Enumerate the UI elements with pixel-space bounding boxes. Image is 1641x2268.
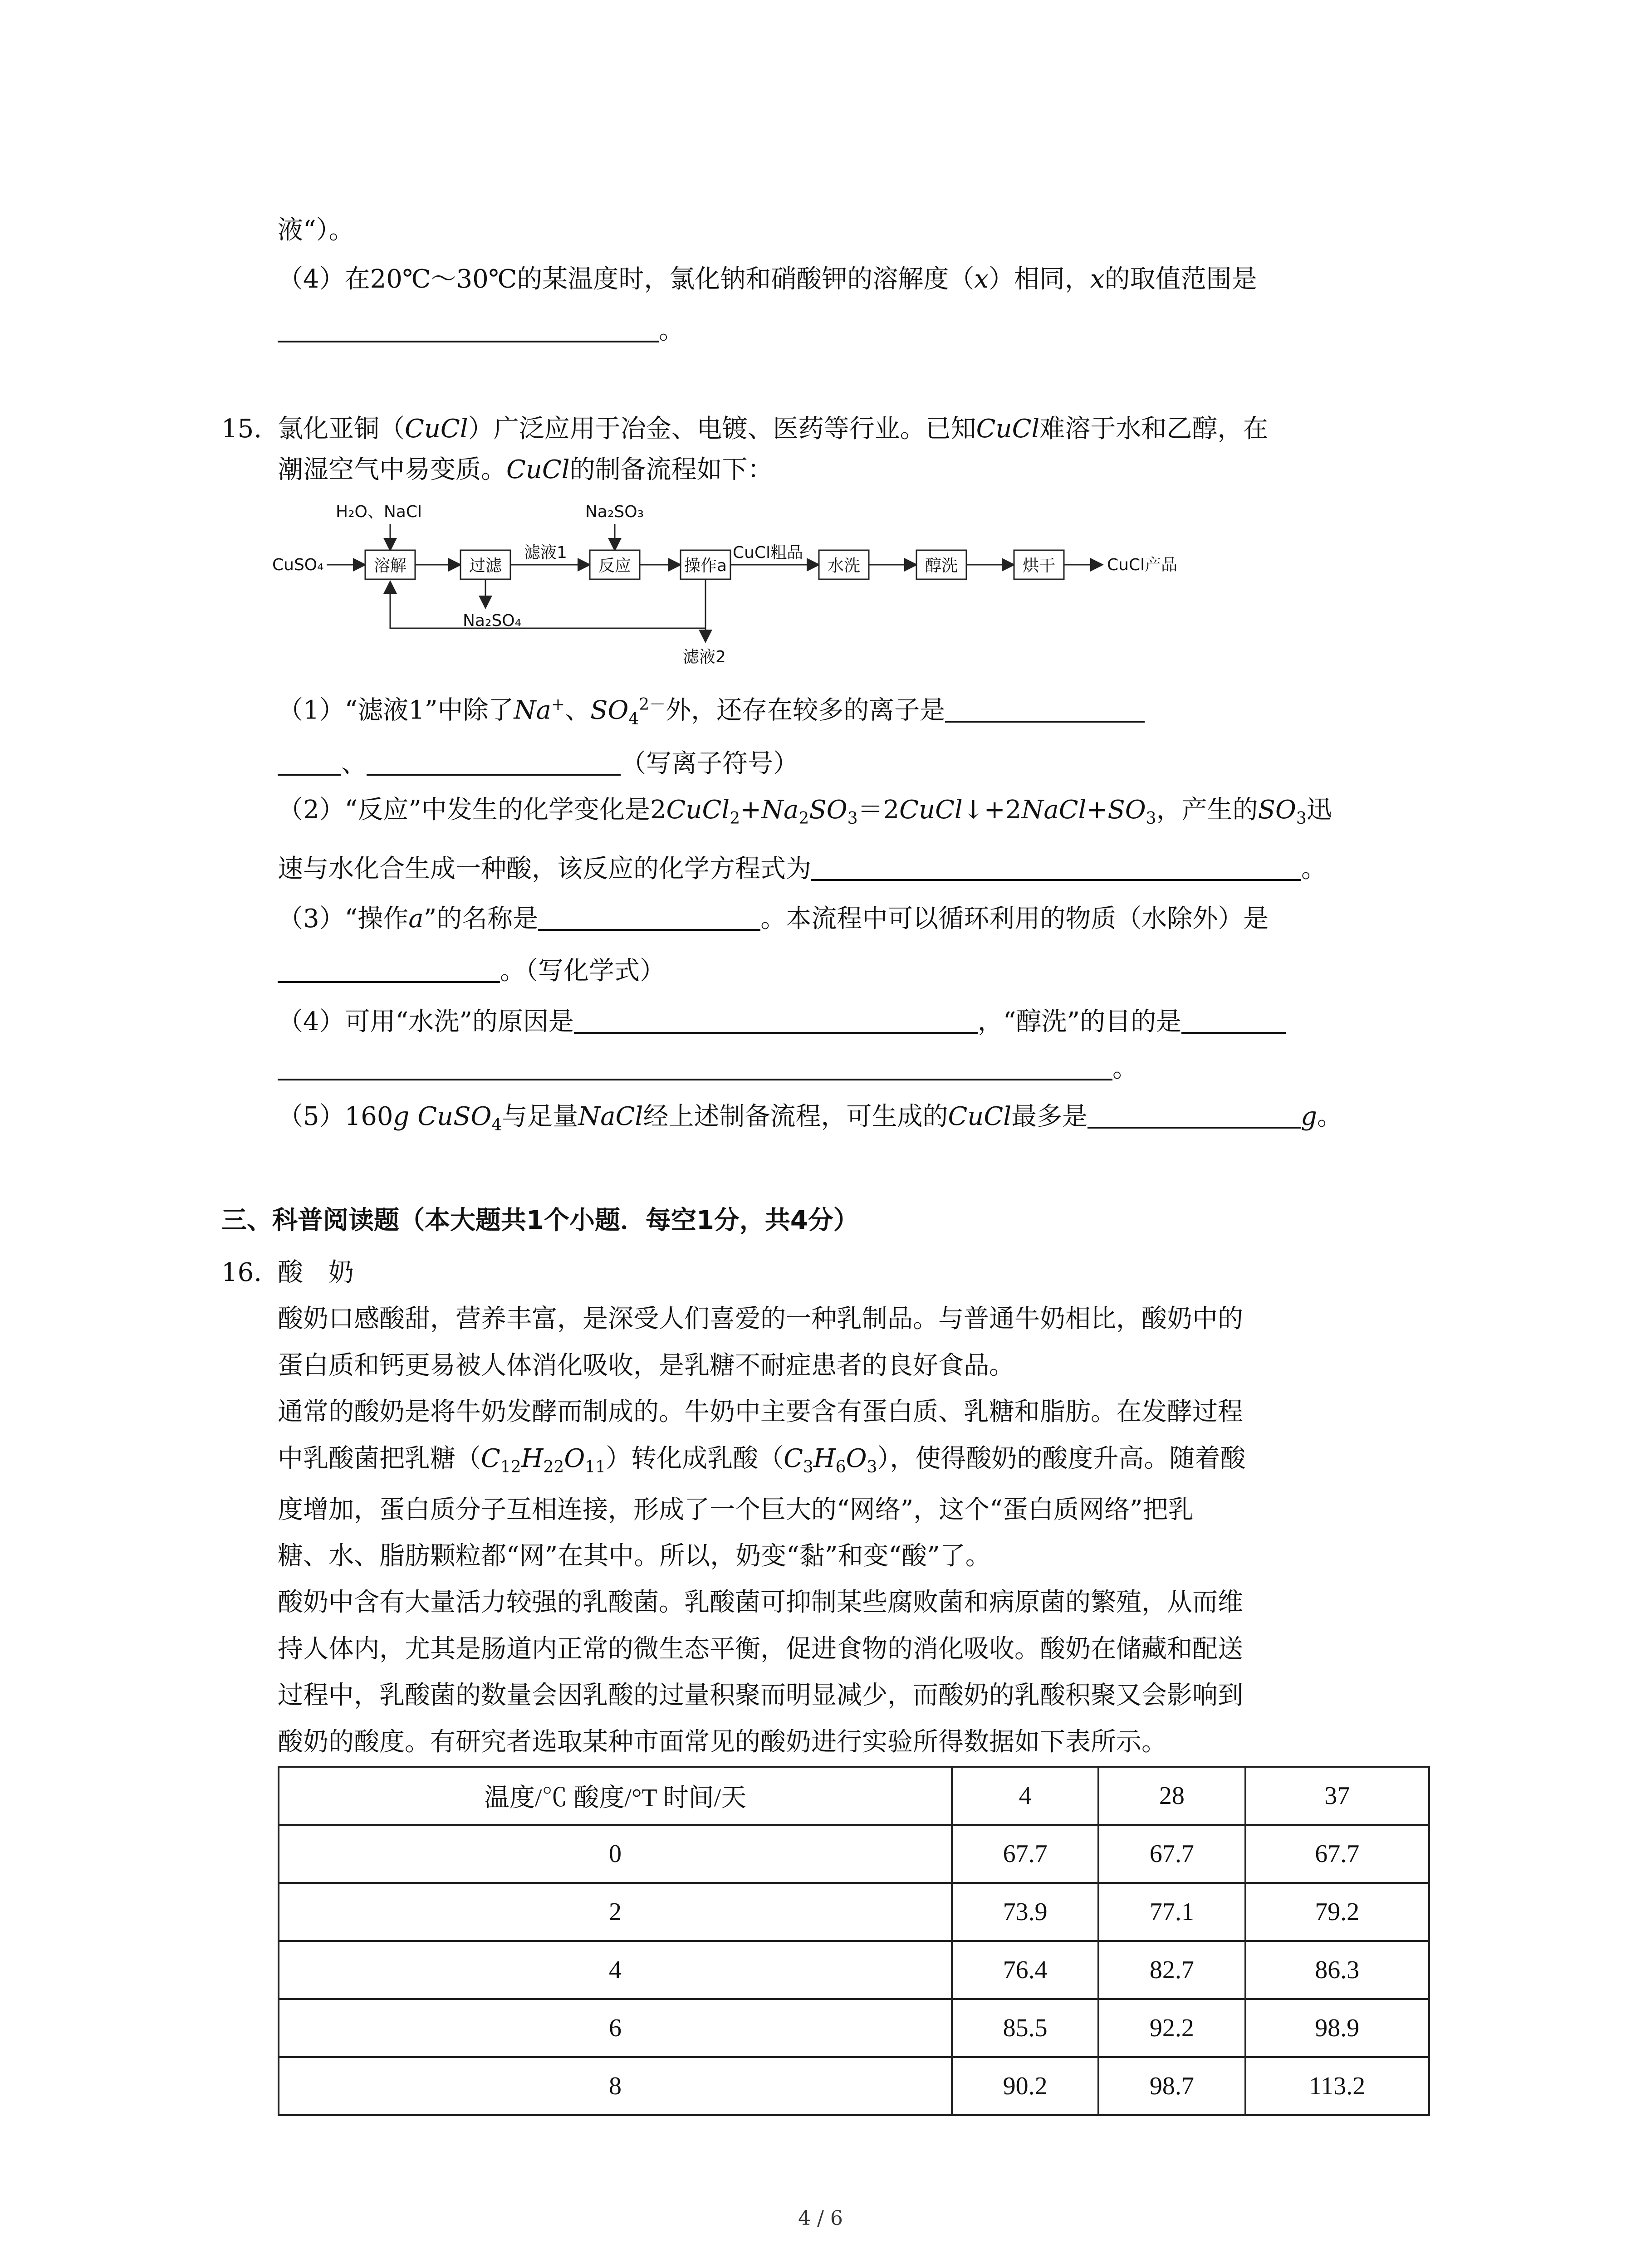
table-header-temp: 37 — [1245, 1767, 1429, 1825]
q14-part4-answer: 。 — [278, 314, 684, 347]
q16-para-line: 过程中，乳酸菌的数量会因乳酸的过量积聚而明显减少，而酸奶的乳酸积聚又会影响到 — [278, 1681, 1243, 1710]
table-cell-day: 8 — [279, 2057, 952, 2115]
q15-number: 15. — [221, 414, 262, 444]
flow-label-water-wash: 水洗 — [827, 557, 861, 575]
q15-part1-cont: 、 （写离子符号） — [278, 748, 798, 780]
section3-title: 三、科普阅读题（本大题共1个小题．每空1分，共4分） — [221, 1206, 859, 1235]
answer-blank[interactable] — [278, 1053, 1112, 1080]
q15-part5: （5）160g CuSO$_4$与足量NaCl经上述制备流程，可生成的CuCl最多是 g。 — [278, 1102, 1342, 1135]
table-row — [279, 2057, 1429, 2115]
table-cell: 67.7 — [952, 1825, 1098, 1883]
table-cell: 76.4 — [952, 1941, 1098, 1999]
answer-blank[interactable] — [945, 695, 1145, 723]
q16-para-line: 酸奶中含有大量活力较强的乳酸菌。乳酸菌可抑制某些腐败菌和病原菌的繁殖，从而维 — [278, 1588, 1243, 1617]
answer-blank[interactable] — [811, 854, 1301, 881]
table-header-temp: 4 — [952, 1767, 1098, 1825]
flow-reagent-h2o-nacl: H₂O、NaCl — [336, 503, 422, 521]
table-cell: 85.5 — [952, 1999, 1098, 2057]
q16-para-line: 中乳酸菌把乳糖$(C_{12}H_{22}O_{11})$转化成乳酸$(C_3H_6O_3)$，使得酸奶的酸度升高。随着酸 — [278, 1444, 1246, 1477]
flow-label-alcohol-wash: 醇洗 — [925, 557, 958, 575]
q14-continuation — [278, 214, 354, 247]
q14-cont-text: 液“）。 — [278, 215, 354, 245]
table-header-row — [279, 1767, 1429, 1825]
flow-label-dry: 烘干 — [1022, 557, 1056, 575]
table-cell-day: 4 — [279, 1941, 952, 1999]
q15-part4: （4）可用“水洗”的原因是 ，“醇洗”的目的是 — [278, 1006, 1286, 1038]
flow-label-filtrate1: 滤液1 — [524, 543, 567, 562]
flow-label-operation-a: 操作a — [684, 557, 727, 575]
answer-blank[interactable] — [1181, 1007, 1286, 1034]
flow-start-cuso4: CuSO₄ — [272, 556, 324, 574]
answer-blank[interactable] — [574, 1007, 978, 1034]
q15-part3: （3）“操作a”的名称是 。本流程中可以循环利用的物质（水除外）是 — [278, 904, 1269, 934]
flow-label-filter: 过滤 — [469, 557, 502, 575]
table-cell: 79.2 — [1245, 1883, 1429, 1941]
page-number: 4 / 6 — [798, 2207, 843, 2230]
answer-blank[interactable] — [1087, 1101, 1301, 1129]
flow-label-react: 反应 — [598, 557, 632, 575]
q16-para-line: 酸奶口感酸甜，营养丰富，是深受人们喜爱的一种乳制品。与普通牛奶相比，酸奶中的 — [278, 1304, 1243, 1334]
table-cell-day: 2 — [279, 1883, 952, 1941]
table-cell: 67.7 — [1245, 1825, 1429, 1883]
answer-blank[interactable] — [278, 956, 500, 983]
table-cell: 98.7 — [1098, 2057, 1245, 2115]
q15-part2-cont: 速与水化合生成一种酸，该反应的化学方程式为 。 — [278, 854, 1327, 884]
table-row — [279, 1825, 1429, 1883]
answer-blank[interactable] — [278, 315, 659, 342]
table-cell: 98.9 — [1245, 1999, 1429, 2057]
q15-part1: （1）“滤液1”中除了Na+、$SO_4^{2-}$外，还存在较多的离子是 — [278, 689, 1145, 736]
table-cell-day: 0 — [279, 1825, 952, 1883]
table-cell: 73.9 — [952, 1883, 1098, 1941]
table-cell: 67.7 — [1098, 1825, 1245, 1883]
q14-part4: （4）在20℃～30℃的某温度时，氯化钠和硝酸钾的溶解度（x）相同，x的取值范围是 — [278, 264, 1257, 294]
flow-label-na2so4: Na₂SO₄ — [463, 611, 522, 630]
answer-blank[interactable] — [538, 904, 760, 931]
q15-part2: （2）“反应”中发生的化学变化是$2CuCl_2+Na_2SO_3=2CuCl↓+2NaCl+SO_3$，产生的$SO_3$迅 — [278, 795, 1332, 828]
yogurt-acidity-table — [278, 1766, 1430, 2116]
table-cell: 90.2 — [952, 2057, 1098, 2115]
q16-title: 酸 奶 — [278, 1258, 354, 1287]
q15-part3-cont: 。（写化学式） — [278, 955, 665, 987]
answer-blank[interactable] — [367, 748, 621, 776]
q15-intro-line1: 氯化亚铜（CuCl）广泛应用于冶金、电镀、医药等行业。已知CuCl难溶于水和乙醇，在 — [278, 414, 1269, 444]
answer-blank[interactable] — [278, 748, 341, 776]
table-cell: 77.1 — [1098, 1883, 1245, 1941]
flow-label-dissolve: 溶解 — [373, 557, 407, 575]
flow-reagent-na2so3: Na₂SO₃ — [585, 503, 644, 521]
q15-intro-line2: 潮湿空气中易变质。CuCl的制备流程如下： — [278, 455, 773, 484]
q15-part4-cont: 。 — [278, 1052, 1138, 1085]
q16-para-line: 蛋白质和钙更易被人体消化吸收，是乳糖不耐症患者的良好食品。 — [278, 1351, 1014, 1380]
cucl-process-flowchart — [272, 492, 1225, 683]
q16-para-line: 度增加，蛋白质分子互相连接，形成了一个巨大的“网络”，这个“蛋白质网络”把乳 — [278, 1495, 1194, 1525]
table-cell: 82.7 — [1098, 1941, 1245, 1999]
flow-label-crude-cucl: CuCl粗品 — [733, 543, 803, 562]
q16-para-line: 持人体内，尤其是肠道内正常的微生态平衡，促进食物的消化吸收。酸奶在储藏和配送 — [278, 1634, 1243, 1664]
q16-para-line: 糖、水、脂肪颗粒都“网”在其中。所以，奶变“黏”和变“酸”了。 — [278, 1541, 991, 1571]
table-row — [279, 1883, 1429, 1941]
table-row — [279, 1941, 1429, 1999]
q16-para-line: 通常的酸奶是将牛奶发酵而制成的。牛奶中主要含有蛋白质、乳糖和脂肪。在发酵过程 — [278, 1397, 1243, 1427]
table-cell-day: 6 — [279, 1999, 952, 2057]
table-cell: 86.3 — [1245, 1941, 1429, 1999]
table-row — [279, 1999, 1429, 2057]
flow-label-cucl-product: CuCl产品 — [1107, 556, 1178, 574]
flow-label-filtrate2: 滤液2 — [683, 648, 726, 666]
q16-para-line: 酸奶的酸度。有研究者选取某种市面常见的酸奶进行实验所得数据如下表所示。 — [278, 1727, 1167, 1757]
table-header-label: 温度/℃ 酸度/°T 时间/天 — [279, 1767, 952, 1825]
table-cell: 113.2 — [1245, 2057, 1429, 2115]
table-cell: 92.2 — [1098, 1999, 1245, 2057]
table-header-temp: 28 — [1098, 1767, 1245, 1825]
q16-number: 16. — [221, 1258, 262, 1287]
